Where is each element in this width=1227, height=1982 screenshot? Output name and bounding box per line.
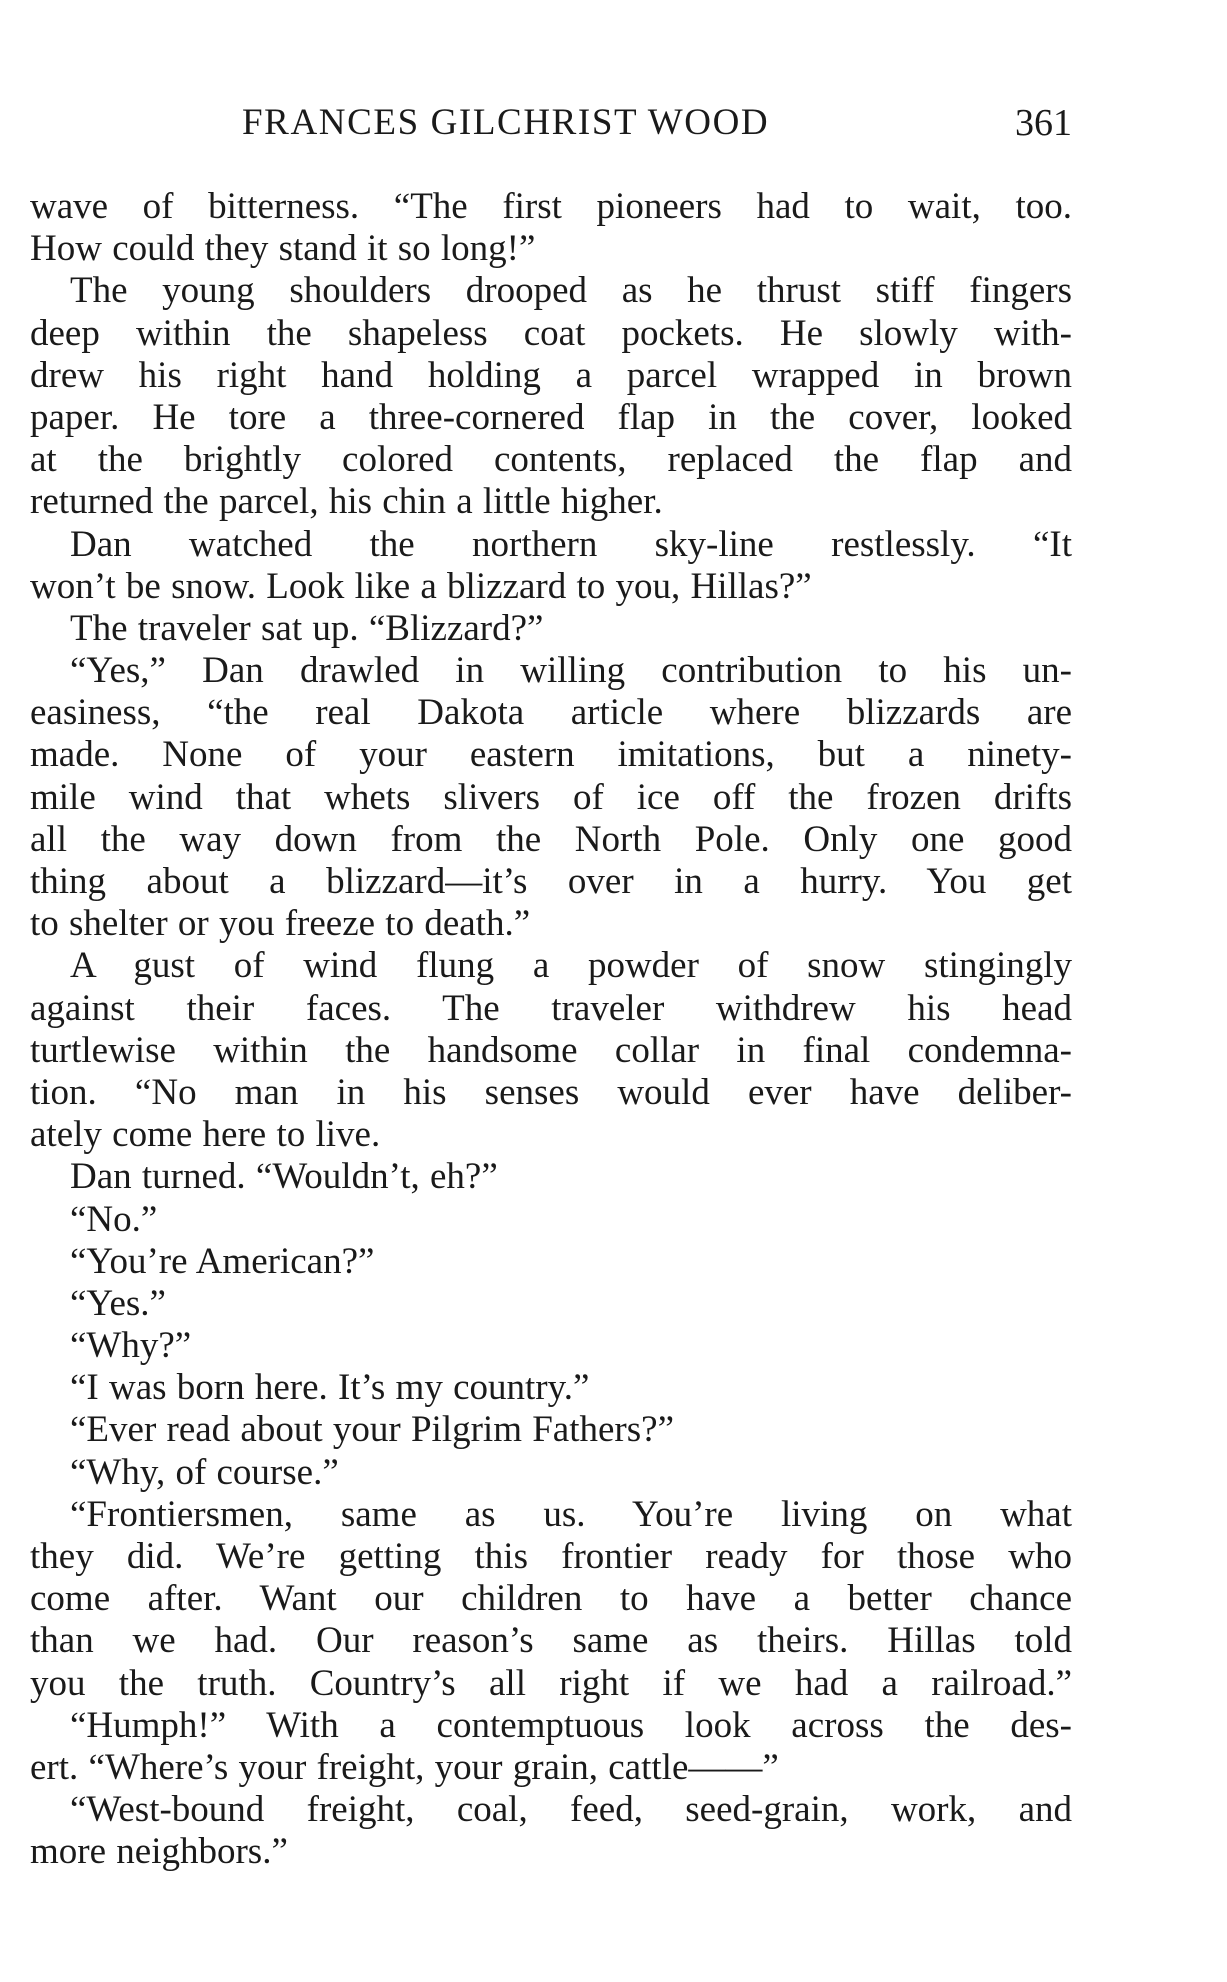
text-line: The young shoulders drooped as he thrust stiff fingers [70,270,1072,312]
text-line: than we had. Our reason’s same as theirs. Hillas told [30,1620,1072,1662]
text-line: thing about a blizzard—it’s over in a hurry. You get [30,861,1072,902]
text-line: “I was born here. It’s my country.” [70,1367,590,1409]
text-line: paper. He tore a three-cornered flap in the cover, looked [30,396,1072,438]
text-line: “No.” [70,1198,158,1240]
text-line: “Ever read about your Pilgrim Fathers?” [70,1409,674,1451]
text-line: “Why, of course.” [70,1451,339,1493]
text-line: “You’re American?” [70,1240,375,1282]
text-line: you the truth. Country’s all right if we had a railroad.” [30,1662,1072,1704]
page-number: 361 [1015,102,1072,144]
text-line: tion. “No man in his senses would ever have deliber- [30,1071,1072,1113]
text-line: against their faces. The traveler withdrew his head [30,987,1072,1029]
text-line: deep within the shapeless coat pockets. He slowly with- [30,312,1072,354]
text-line: Dan turned. “Wouldn’t, eh?” [70,1156,498,1198]
text-line: mile wind that whets slivers of ice off the frozen drifts [30,776,1072,818]
text-line: to shelter or you freeze to death.” [30,903,531,945]
text-line: at the brightly colored contents, replaced the flap and [30,439,1072,481]
text-line: ately come here to live. [30,1114,381,1156]
text-line: ert. “Where’s your freight, your grain, cattle——” [30,1746,779,1788]
body-text [30,186,1072,1874]
text-line: “West-bound freight, coal, feed, seed-grain, work, and [70,1789,1072,1831]
text-line: “Humph!” With a contemptuous look across the des- [70,1704,1072,1746]
text-line: “Yes,” Dan drawled in willing contribution to his un- [70,650,1072,692]
text-line: “Why?” [70,1325,192,1367]
text-line: more neighbors.” [30,1831,288,1873]
text-line: turtlewise within the handsome collar in final condemna- [30,1029,1072,1071]
text-line: won’t be snow. Look like a blizzard to you, Hillas?” [30,565,812,607]
text-line: How could they stand it so long!” [30,228,536,270]
text-line: wave of bitterness. “The first pioneers had to wait, too. [30,186,1072,227]
text-line: come after. Want our children to have a better chance [30,1578,1072,1620]
text-line: drew his right hand holding a parcel wrapped in brown [30,354,1072,396]
text-line: The traveler sat up. “Blizzard?” [70,607,544,649]
text-line: they did. We’re getting this frontier ready for those who [30,1536,1072,1577]
text-line: “Yes.” [70,1282,166,1324]
running-title: FRANCES GILCHRIST WOOD [242,102,770,143]
text-line: returned the parcel, his chin a little higher. [30,481,663,523]
text-line: easiness, “the real Dakota article where blizzards are [30,692,1072,734]
text-line: A gust of wind flung a powder of snow stingingly [70,945,1072,987]
text-line: “Frontiersmen, same as us. You’re living on what [70,1493,1072,1535]
text-line: made. None of your eastern imitations, but a ninety- [30,734,1072,776]
running-head [242,98,1072,148]
text-line: all the way down from the North Pole. Only one good [30,818,1072,860]
text-line: Dan watched the northern sky-line restlessly. “It [70,523,1072,565]
